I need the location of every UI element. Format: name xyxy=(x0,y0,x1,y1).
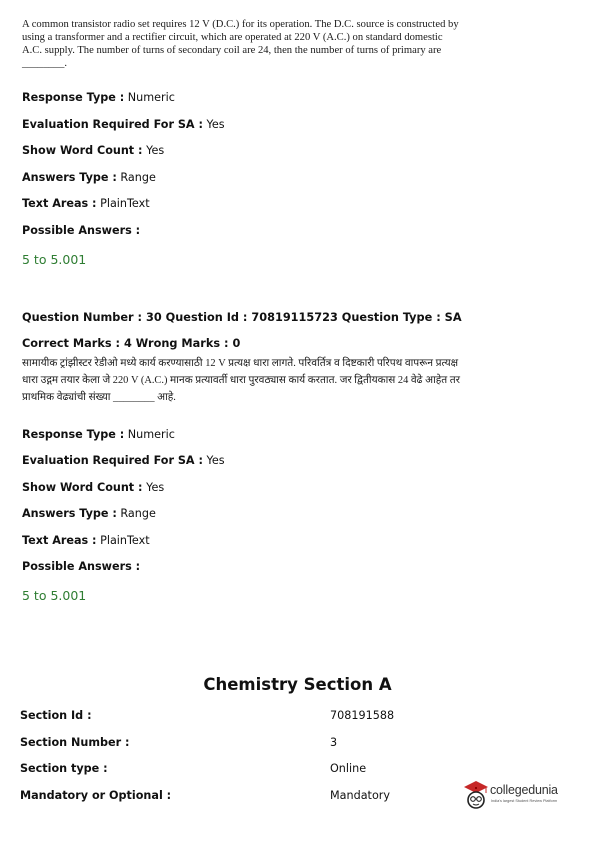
text-areas-field xyxy=(22,197,150,211)
question-header: Question Number : 30 Question Id : 70819115723 Question Type : SA xyxy=(22,311,462,324)
possible-answers-field xyxy=(22,224,140,238)
section-type-label: Section type : xyxy=(20,762,108,775)
mandatory-value: Mandatory xyxy=(330,789,391,802)
field-value: Range xyxy=(120,507,156,520)
possible-answers-field xyxy=(22,560,140,574)
field-value: PlainText xyxy=(100,197,150,210)
section-number-value: 3 xyxy=(330,736,338,749)
field-value: Range xyxy=(120,171,156,184)
field-label: Answers Type : xyxy=(22,507,117,520)
field-label: Response Type : xyxy=(22,91,125,104)
field-label: Evaluation Required For SA : xyxy=(22,118,203,131)
field-label: Answers Type : xyxy=(22,171,117,184)
field-label: Possible Answers : xyxy=(22,560,141,573)
section-title: Chemistry Section A xyxy=(203,675,392,694)
field-value: Yes xyxy=(206,454,225,467)
response-type-field xyxy=(22,91,175,105)
field-value: Yes xyxy=(146,144,165,157)
field-value: Yes xyxy=(206,118,225,131)
collegedunia-logo xyxy=(462,779,574,813)
mandatory-label: Mandatory or Optional : xyxy=(20,789,172,802)
logo-name: collegedunia xyxy=(490,783,558,797)
word-count-field xyxy=(22,144,164,158)
possible-answer-value: 5 to 5.001 xyxy=(22,588,87,603)
section-id-label: Section Id : xyxy=(20,709,92,722)
evaluation-field xyxy=(22,454,225,468)
field-value: PlainText xyxy=(100,534,150,547)
question-text: सामायीक ट्रांझीस्टर रेडीओ मध्ये कार्य करण्यासाठी 12 V प्रत्यक्ष धारा लागते. परिवर्तित्र व दिष्टकारी परिपथ वापरून प्रत्यक्ष धारा उद्गम तयार केला जे 220 V (A.C.) मानक प्रत्यावर्ती धारा पुरवठ्यास कार्य करतात. जर द्वितीयकास 24 वेढे आहेत तर प्राथमिक वेढ्यांची संख्या ________ आहे. xyxy=(22,358,460,403)
possible-answer-value: 5 to 5.001 xyxy=(22,252,87,267)
field-label: Show Word Count : xyxy=(22,481,143,494)
field-label: Response Type : xyxy=(22,428,125,441)
field-value: Yes xyxy=(146,481,165,494)
field-label: Show Word Count : xyxy=(22,144,143,157)
question-text: A common transistor radio set requires 12 V (D.C.) for its operation. The D.C. source is constructed by using a transformer and a rectifier circuit, which are operated at 220 V (A.C.) on standard domestic A.C. supply. The number of turns of secondary coil are 24, then the number of turns of primary are ________. xyxy=(22,19,459,69)
field-value: Numeric xyxy=(127,91,175,104)
graduation-cap-icon xyxy=(462,779,490,811)
logo-tagline: India's largest Student Review Platform xyxy=(491,799,558,803)
evaluation-field xyxy=(22,118,225,132)
field-label: Possible Answers : xyxy=(22,224,141,237)
section-type-value: Online xyxy=(330,762,367,775)
text-areas-field xyxy=(22,534,150,548)
field-label: Text Areas : xyxy=(22,534,97,547)
field-label: Text Areas : xyxy=(22,197,97,210)
field-label: Evaluation Required For SA : xyxy=(22,454,203,467)
word-count-field xyxy=(22,481,164,495)
answers-type-field xyxy=(22,171,156,185)
response-type-field xyxy=(22,428,175,442)
section-id-value: 708191588 xyxy=(330,709,395,722)
section-number-label: Section Number : xyxy=(20,736,130,749)
question-marks: Correct Marks : 4 Wrong Marks : 0 xyxy=(22,337,241,350)
field-value: Numeric xyxy=(127,428,175,441)
answers-type-field xyxy=(22,507,156,521)
